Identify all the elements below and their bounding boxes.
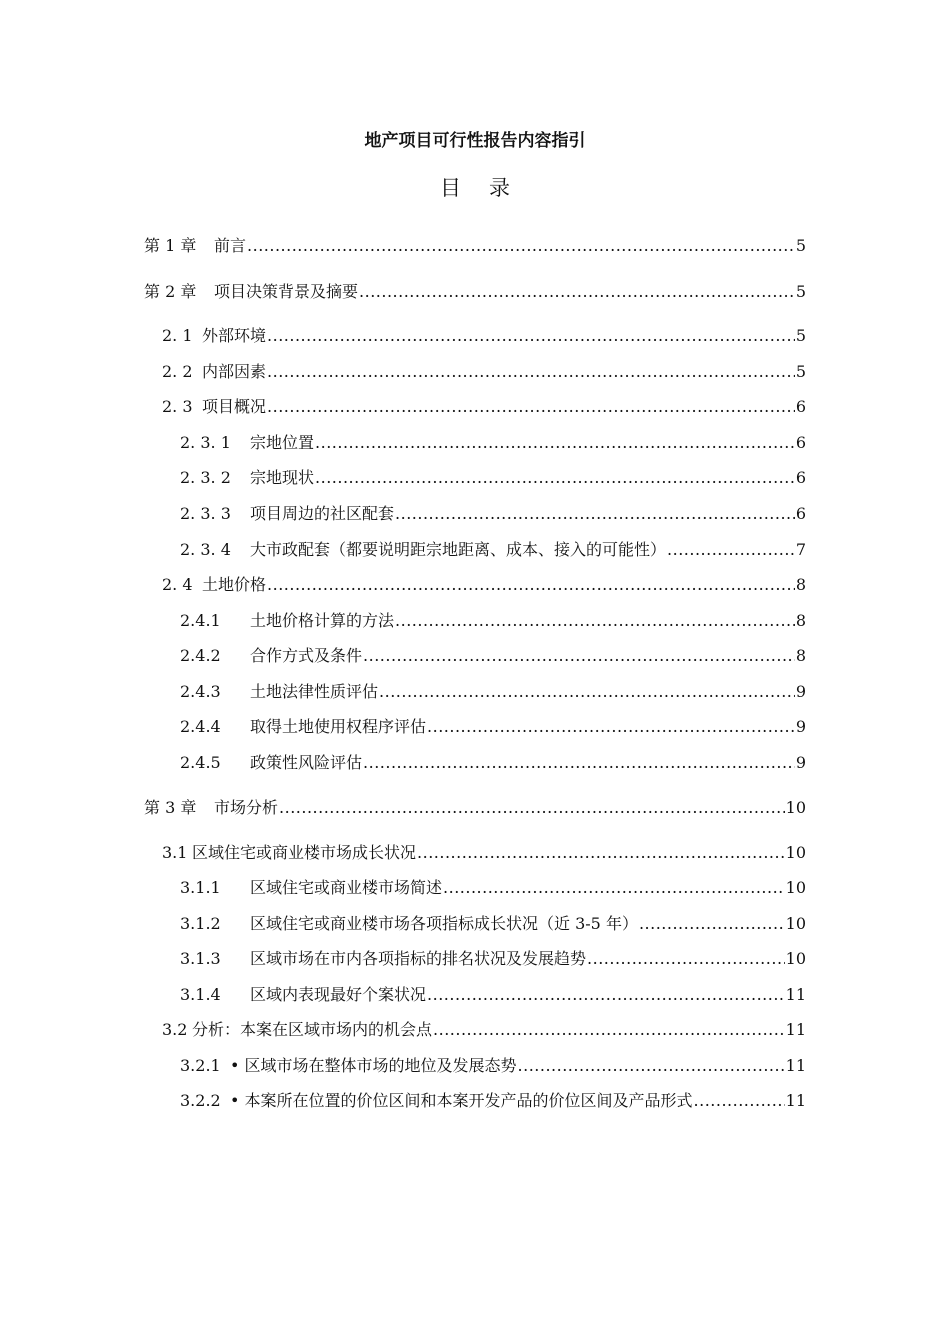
toc-entry-chapter-2[interactable]: [144, 280, 806, 304]
toc-entry-3-1-1[interactable]: [180, 876, 806, 900]
dot-leader: [279, 796, 785, 820]
toc-entry-label: 宗地位置: [250, 433, 315, 452]
toc-entry-label: 区域住宅或商业楼市场成长状况: [192, 843, 417, 862]
toc-entry-2-3[interactable]: [162, 395, 806, 419]
toc-entry-2-1[interactable]: [162, 324, 806, 348]
toc-entry-label: 合作方式及条件: [250, 646, 363, 665]
toc-entry-page: 10: [785, 798, 806, 817]
dot-leader: [639, 912, 785, 936]
toc-entry-number: 2. 2: [162, 362, 193, 381]
toc-entry-label: 区域住宅或商业楼市场简述: [250, 878, 443, 897]
toc-entry-page: 11: [785, 1020, 806, 1039]
toc-entry-label: 外部环境: [202, 326, 267, 345]
toc-entry-label: 内部因素: [202, 362, 267, 381]
toc-entry-label: 项目决策背景及摘要: [214, 282, 359, 301]
dot-leader: [267, 324, 795, 348]
toc-entry-number: 2. 1: [162, 326, 193, 345]
dot-leader: [427, 983, 785, 1007]
dot-leader: [315, 466, 795, 490]
toc-entry-page: 9: [795, 717, 806, 736]
dot-leader: [667, 538, 795, 562]
toc-entry-3-1-2[interactable]: [180, 912, 806, 936]
toc-entry-3-2[interactable]: [162, 1018, 806, 1042]
toc-entry-2-2[interactable]: [162, 360, 806, 384]
toc-entry-number: 3.1: [162, 843, 188, 862]
toc-entry-label: 分析：本案在区域市场内的机会点: [192, 1020, 433, 1039]
toc-entry-label: 取得土地使用权程序评估: [250, 717, 427, 736]
toc-entry-page: 5: [795, 282, 806, 301]
dot-leader: [694, 1089, 785, 1113]
toc-entry-page: 8: [795, 611, 806, 630]
toc-entry-number: 2.4.4: [180, 717, 221, 736]
dot-leader: [587, 947, 785, 971]
dot-leader: [427, 715, 795, 739]
toc-entry-label: 宗地现状: [250, 468, 315, 487]
dot-leader: [443, 876, 785, 900]
toc-entry-label: • 区域市场在整体市场的地位及发展态势: [230, 1056, 517, 1075]
toc-entry-number: 3.1.3: [180, 949, 221, 968]
toc-entry-number: 3.1.2: [180, 914, 221, 933]
toc-entry-2-4-4[interactable]: [180, 715, 806, 739]
toc-entry-number: 2. 3: [162, 397, 193, 416]
toc-entry-label: 区域内表现最好个案状况: [250, 985, 427, 1004]
dot-leader: [359, 280, 795, 304]
toc-entry-label: 市场分析: [214, 798, 279, 817]
toc-heading: 目录: [440, 176, 538, 200]
dot-leader: [518, 1054, 785, 1078]
toc-entry-2-3-3[interactable]: [180, 502, 806, 526]
toc-entry-label: 项目概况: [202, 397, 267, 416]
toc-entry-3-2-1[interactable]: [180, 1054, 806, 1078]
dot-leader: [363, 751, 795, 775]
toc-entry-page: 6: [795, 468, 806, 487]
toc-entry-page: 9: [795, 753, 806, 772]
toc-entry-page: 11: [785, 1091, 806, 1110]
toc-entry-number: 第 3 章: [144, 798, 197, 817]
toc-entry-number: 3.2.1: [180, 1056, 221, 1075]
dot-leader: [417, 841, 785, 865]
toc-entry-page: 8: [795, 646, 806, 665]
toc-entry-3-2-2[interactable]: [180, 1089, 806, 1113]
dot-leader: [395, 609, 795, 633]
toc-entry-page: 10: [785, 878, 806, 897]
toc-entry-3-1-4[interactable]: [180, 983, 806, 1007]
toc-entry-page: 5: [795, 362, 806, 381]
toc-entry-2-4-2[interactable]: [180, 644, 806, 668]
document-title: 地产项目可行性报告内容指引: [364, 131, 586, 151]
toc-entry-page: 11: [785, 985, 806, 1004]
toc-entry-label: 土地法律性质评估: [250, 682, 379, 701]
toc-entry-chapter-3[interactable]: [144, 796, 806, 820]
toc-entry-page: 6: [795, 433, 806, 452]
dot-leader: [433, 1018, 785, 1042]
toc-entry-label: 政策性风险评估: [250, 753, 363, 772]
toc-entry-2-3-4[interactable]: [180, 538, 806, 562]
toc-entry-number: 2. 3. 2: [180, 468, 231, 487]
toc-entry-page: 11: [785, 1056, 806, 1075]
toc-entry-2-3-2[interactable]: [180, 466, 806, 490]
toc-entry-number: 2.4.1: [180, 611, 221, 630]
toc-entry-number: 2.4.5: [180, 753, 221, 772]
toc-entry-number: 3.2.2: [180, 1091, 221, 1110]
toc-entry-label: 土地价格: [202, 575, 267, 594]
toc-entry-3-1[interactable]: [162, 841, 806, 865]
toc-entry-number: 2.4.3: [180, 682, 221, 701]
toc-entry-2-4[interactable]: [162, 573, 806, 597]
dot-leader: [363, 644, 795, 668]
toc-entry-number: 2. 3. 4: [180, 540, 231, 559]
toc-entry-number: 3.1.4: [180, 985, 221, 1004]
toc-entry-page: 5: [795, 236, 806, 255]
toc-entry-3-1-3[interactable]: [180, 947, 806, 971]
toc-entry-label: 土地价格计算的方法: [250, 611, 395, 630]
dot-leader: [395, 502, 795, 526]
toc-entry-number: 3.2: [162, 1020, 188, 1039]
toc-entry-label: 前言: [214, 236, 247, 255]
toc-entry-page: 7: [795, 540, 806, 559]
toc-entry-2-4-5[interactable]: [180, 751, 806, 775]
toc-entry-2-4-3[interactable]: [180, 680, 806, 704]
toc-entry-number: 2. 4: [162, 575, 193, 594]
toc-entry-page: 9: [795, 682, 806, 701]
toc-entry-page: 10: [785, 949, 806, 968]
dot-leader: [267, 395, 795, 419]
toc-entry-page: 5: [795, 326, 806, 345]
toc-entry-page: 10: [785, 843, 806, 862]
toc-entry-2-4-1[interactable]: [180, 609, 806, 633]
toc-entry-page: 6: [795, 504, 806, 523]
toc-entry-label: 大市政配套（都要说明距宗地距离、成本、接入的可能性）: [250, 540, 667, 559]
toc-entry-number: 2.4.2: [180, 646, 221, 665]
dot-leader: [267, 573, 795, 597]
toc-entry-label: • 本案所在位置的价位区间和本案开发产品的价位区间及产品形式: [230, 1091, 693, 1110]
toc-entry-number: 2. 3. 3: [180, 504, 231, 523]
toc-entry-number: 第 1 章: [144, 236, 197, 255]
dot-leader: [379, 680, 795, 704]
toc-entry-page: 6: [795, 397, 806, 416]
toc-entry-label: 区域市场在市内各项指标的排名状况及发展趋势: [250, 949, 587, 968]
dot-leader: [315, 431, 795, 455]
toc-entry-chapter-1[interactable]: [144, 234, 806, 258]
toc-entry-label: 项目周边的社区配套: [250, 504, 395, 523]
dot-leader: [267, 360, 795, 384]
toc-entry-2-3-1[interactable]: [180, 431, 806, 455]
toc-entry-number: 第 2 章: [144, 282, 197, 301]
toc-entry-number: 3.1.1: [180, 878, 221, 897]
toc-entry-number: 2. 3. 1: [180, 433, 231, 452]
toc-entry-label: 区域住宅或商业楼市场各项指标成长状况（近 3-5 年）: [250, 914, 638, 933]
toc-entry-page: 10: [785, 914, 806, 933]
dot-leader: [247, 234, 795, 258]
toc-entry-page: 8: [795, 575, 806, 594]
